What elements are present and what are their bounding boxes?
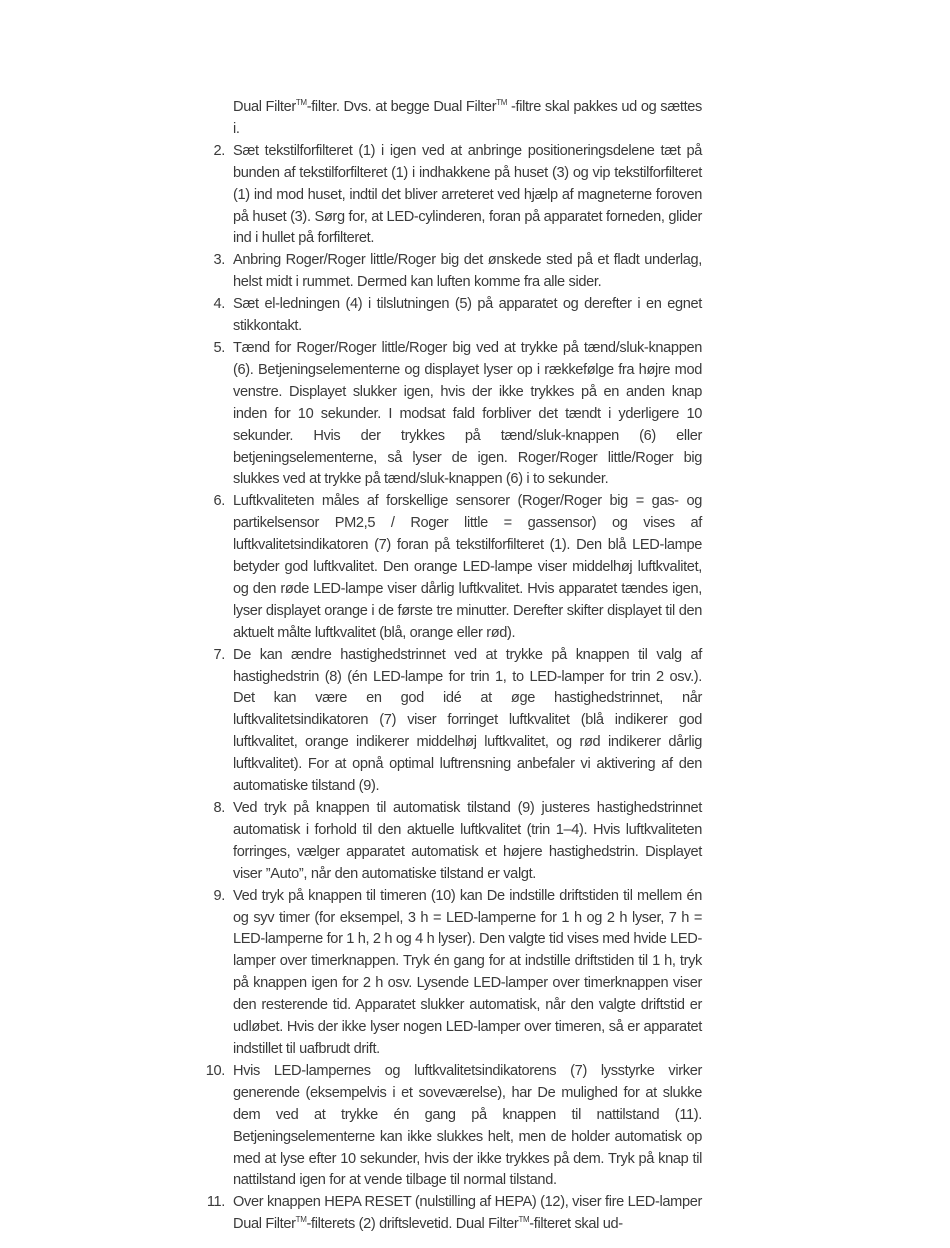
item-text: Sæt el-ledningen (4) i tilslutningen (5) på apparatet og derefter i en egnet stikkontakt. [233,296,702,335]
item-text: Tænd for Roger/Roger little/Roger big ved at trykke på tænd/sluk-knappen (6). Betjeningselementerne og displayet lyser op i rækkefølge fra højre mod venstre. Displayet slukker igen, hvis der ikke trykkes på en anden knap inden for 10 sekunder. I modsat fald forbliver det tændt i yderligere 10 sekunder. Hvis der trykkes på tænd/sluk-knappen (6) eller betjeningselementerne, så lyser de igen. Roger/Roger little/Roger big slukkes ved at trykke på tænd/sluk-knappen (6) i to sekunder. [233,339,702,488]
list-item [200,1192,702,1236]
list-item [200,798,702,886]
item-number: 9. [213,887,225,904]
item-text: Hvis LED-lampernes og luftkvalitetsindikatorens (7) lysstyrke virker generende (eksempelvis i et soveværelse), har De mulighed for at slukke dem ved at trykke én gang på knappen til nattilstand (11). Betjeningselementerne kan ikke slukkes helt, men de holder automatisk op med at lyse efter 10 sekunder, hvis der ikke trykkes på dem. Tryk på knap til nattilstand igen for at vende tilbage til normal tilstand. [233,1062,702,1189]
item-text: Luftkvaliteten måles af forskellige sensorer (Roger/Roger big = gas- og partikelsensor PM2,5 / Roger little = gassensor) og vises af luftkvalitetsindikatoren (7) foran på tekstilforfilteret (1). Den blå LED-lampe betyder god luftkvalitet. Den orange LED-lampe viser middelhøj luftkvalitet, og den røde LED-lampe viser dårlig luftkvalitet. Hvis apparatet tændes igen, lyser displayet orange i de første tre minutter. Derefter skifter displayet til den aktuelt målte luftkvalitet (blå, orange eller rød). [233,493,702,641]
continued-paragraph: Dual Filter™-filter. Dvs. at begge Dual Filter™ -filtre skal pakkes ud og sættes i. [233,98,702,137]
item-number: 2. [213,142,225,159]
item-text: Ved tryk på knappen til automatisk tilstand (9) justeres hastighedstrinnet automatisk i forhold til den aktuelle luftkvalitet (trin 1–4). Hvis luftkvaliteten forringes, vælger apparatet automatisk et højere hastighedstrin. Displayet viser ”Auto”, når den automatiske tilstand er valgt. [233,800,702,882]
list-item [200,491,702,644]
item-number: 3. [213,252,225,269]
item-text: Ved tryk på knappen til timeren (10) kan De indstille driftstiden til mellem én og syv timer (for eksempel, 3 h = LED-lamperne for 1 h og 2 h lyser, 7 h = LED-lamperne for 1 h, 2 h og 4 h lyser). Den valgte tid vises med hvide LED-lamper over timerknappen. Tryk én gang for at indstille driftstiden til 1 h, tryk på knappen igen for 2 h osv. Lysende LED-lamper over timerknappen viser den resterende tid. Apparatet slukker automatisk, når den valgte driftstid er udløbet. Hvis der ikke lyser nogen LED-lamper over timeren, så er apparatet indstillet til uafbrudt drift. [233,887,703,1057]
item-text: Sæt tekstilforfilteret (1) i igen ved at anbringe positioneringsdelene tæt på bunden af tekstilforfilteret (1) i indhakkene på huset (3) og vip tekstilforfilteret (1) ind mod huset, indtil det bliver arreteret ved hjælp af magneterne foroven på huset (3). Sørg for, at LED-cylinderen, foran på apparatet forneden, glider ind i hullet på forfilteret. [233,142,702,247]
instructions-body [200,97,702,1236]
list-item [200,250,702,294]
item-number: 8. [213,800,225,816]
item-number: 4. [213,296,225,313]
item-number: 10. [205,1062,225,1079]
item-number: 7. [213,646,225,663]
list-item [200,886,702,1061]
item-text: Over knappen HEPA RESET (nulstilling af HEPA) (12), viser fire LED-lamper Dual Filter™-filterets (2) driftslevetid. Dual Filter™-filteret skal ud- [233,1194,702,1233]
list-item [200,645,702,798]
list-item [200,338,702,491]
list-item [200,1061,702,1192]
list-item [200,141,702,251]
item-number: 11. [206,1194,225,1211]
item-text: Anbring Roger/Roger little/Roger big det ønskede sted på et fladt underlag, helst midt i rummet. Dermed kan luften komme fra alle sider. [233,252,702,291]
item-number: 6. [213,493,225,510]
item-text: De kan ændre hastighedstrinnet ved at trykke på knappen til valg af hastighedstrin (8) (én LED-lampe for trin 1, to LED-lamper for trin 2 osv.). Det kan være en god idé at øge hastighedstrinnet, når luftkvalitetsindikatoren (7) viser forringet luftkvalitet (blå indikerer god luftkvalitet, orange indikerer middelhøj luftkvalitet, og rød indikerer dårlig luftkvalitet). For at opnå optimal luftrensning anbefaler vi aktivering af den automatiske tilstand (9). [233,646,702,795]
list-item [200,294,702,338]
item-number: 5. [213,339,225,356]
